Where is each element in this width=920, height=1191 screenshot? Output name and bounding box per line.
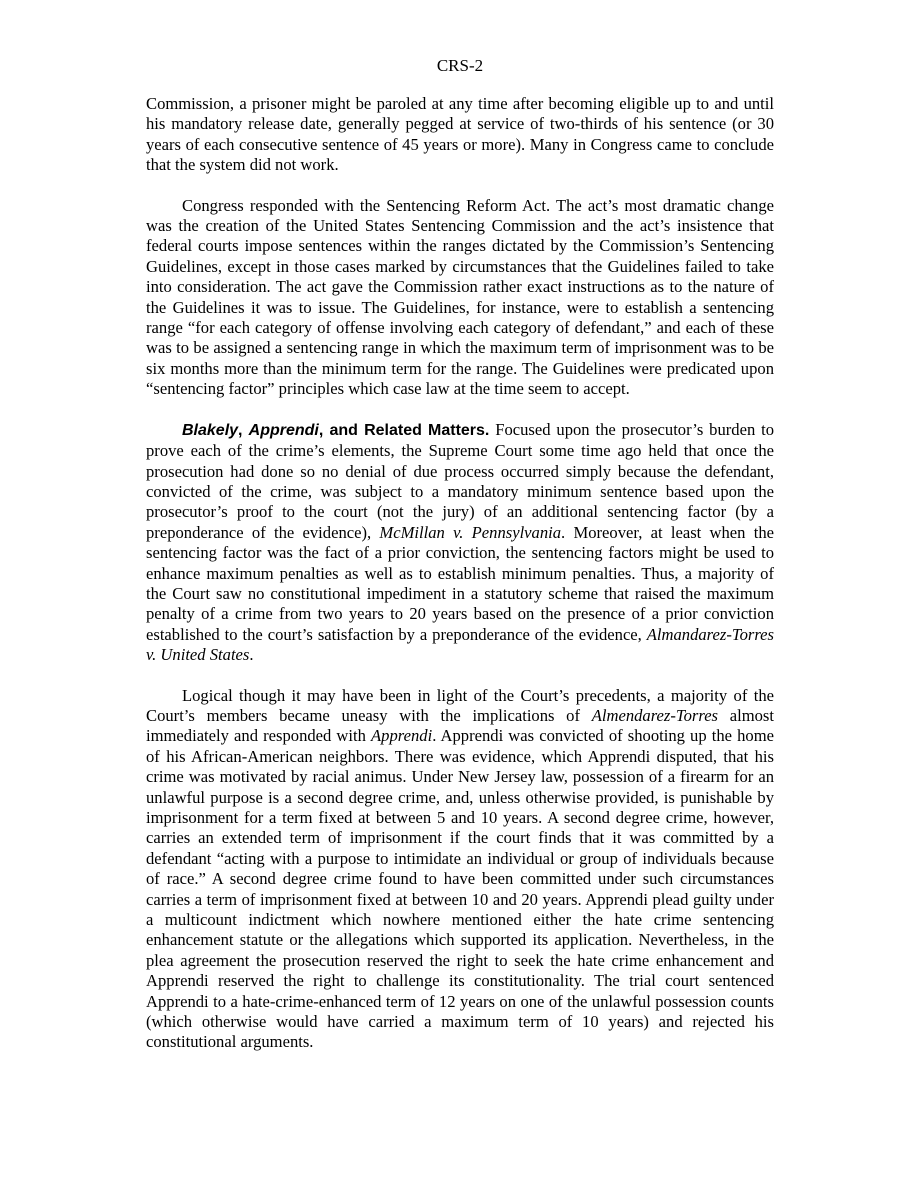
paragraph-text: almost immediately and responded with — [146, 705, 774, 746]
heading-case-blakely: Blakely — [182, 421, 239, 439]
section-heading — [182, 422, 489, 439]
case-citation-almandarez-torres: Almandarez-Torres v. United States — [146, 624, 774, 665]
paragraph-text: Focused upon the prosecutor’s burden to prove each of the crime’s elements, the Supreme Court some time ago held that once the prosecution had done so no denial of due process occurred simply because the defendant, convicted of the crime, was subject to a mandatory minimum sentence based upon the prosecutor’s proof to the court (not the jury) of an additional sentencing factor (by a preponderance of the evidence), — [146, 419, 775, 542]
case-citation-almendarez-torres: Almendarez-Torres — [591, 705, 719, 725]
heading-text: , and Related Matters. — [318, 421, 490, 439]
paragraph-apprendi-facts — [146, 686, 774, 1053]
paragraph-text: . Apprendi was convicted of shooting up the home of his African-American neighbors. There was evidence, which Apprendi disputed, that his crime was motivated by racial animus. Under New Jersey law, possession of a firearm for an unlawful purpose is a second degree crime, and, unless otherwise provided, is punishable by imprisonment for a term fixed at between 5 and 10 years. A second degree crime, however, carries an extended term of imprisonment if the court finds that it was committed by a defendant “acting with a purpose to intimidate an individual or group of individuals because of race.” A second degree crime found to have been committed under such circumstances carries a term of imprisonment fixed at between 10 and 20 years. Apprendi plead guilty under a multicount indictment which nowhere mentioned either the hate crime sentencing enhancement statute or the allegations which supported its application. Nevertheless, in the plea agreement the prosecution reserved the right to seek the hate crime enhancement and Apprendi reserved the right to challenge its constitutionality. The trial court sentenced Apprendi to a hate-crime-enhanced term of 12 years on one of the unlawful possession counts (which otherwise would have carried a maximum term of 10 years) and rejected his constitutional arguments. — [146, 726, 774, 1052]
page-number: CRS-2 — [436, 56, 484, 75]
paragraph-text: . Moreover, at least when the sentencing factor was the fact of a prior conviction, the sentencing factors might be used to enhance maximum penalties as well as to establish minimum penalties. Thus, a majority of the Court saw no constitutional impediment in a statutory scheme that raised the maximum penalty of a crime from two years to 20 years based on the presence of a prior conviction established to the court’s satisfaction by a preponderance of the evidence, — [146, 522, 774, 644]
paragraph-sentencing-reform-act: Congress responded with the Sentencing Reform Act. The act’s most dramatic change was the creation of the United States Sentencing Commission and the act’s insistence that federal courts impose sentences within the ranges dictated by the Commission’s Sentencing Guidelines, except in those cases marked by circumstances that the Guidelines failed to take into consideration. The act gave the Commission rather exact instructions as to the nature of the Guidelines it was to issue. The Guidelines, for instance, were to establish a sentencing range “for each category of offense involving each category of defendant,” and each of these was to be assigned a sentencing range in which the maximum term of imprisonment was to be six months more than the minimum term for the range. The Guidelines were predicated upon “sentencing factor” principles which case law at the time seem to accept. — [146, 195, 774, 399]
document-body — [146, 94, 774, 1053]
paragraph-blakely-apprendi — [146, 420, 774, 666]
heading-separator: , — [238, 421, 249, 439]
case-citation-apprendi: Apprendi — [371, 726, 433, 746]
paragraph-parole-commission: Commission, a prisoner might be paroled at any time after becoming eligible up to and until his mandatory release date, generally pegged at service of two-thirds of his sentence (or 30 years of each consecutive sentence of 45 years or more). Many in Congress came to conclude that the system did not work. — [146, 94, 774, 175]
case-citation-mcmillan: McMillan v. Pennsylvania — [379, 522, 562, 542]
heading-case-apprendi: Apprendi — [248, 421, 319, 439]
paragraph-text: Logical though it may have been in light of the Court’s precedents, a majority of the Court’s members became uneasy with the implications of — [146, 685, 774, 725]
paragraph-text: . — [249, 645, 254, 665]
